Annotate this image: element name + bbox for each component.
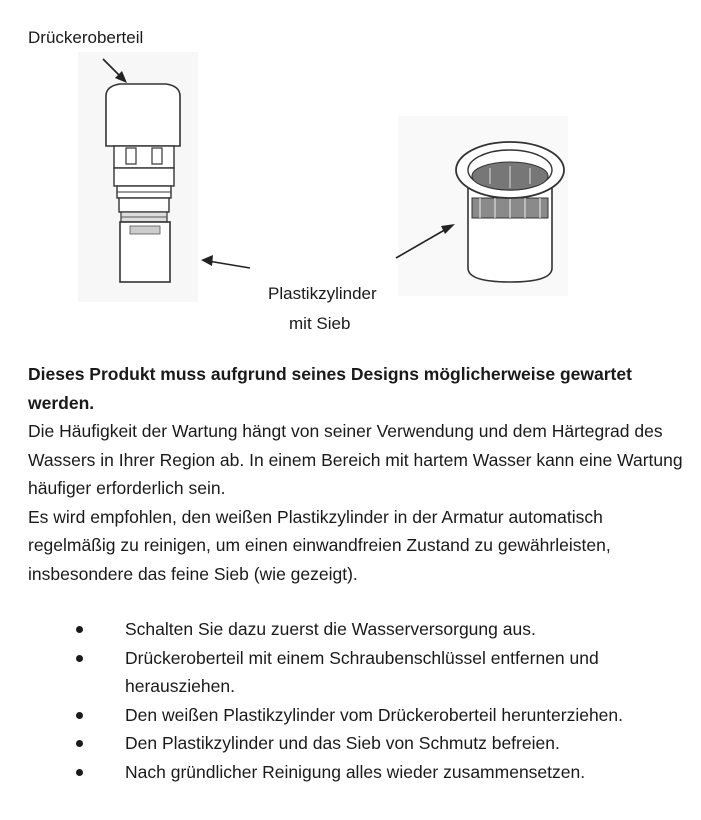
valve-assembly-drawing	[70, 50, 310, 310]
label-plastikzylinder: Plastikzylinder	[268, 284, 377, 303]
list-item: Schalten Sie dazu zuerst die Wasserversorgung aus.	[0, 615, 701, 644]
list-item: Den weißen Plastikzylinder vom Drückeroberteil herunterziehen.	[0, 701, 701, 730]
strainer-cylinder-drawing	[390, 110, 590, 300]
bullet-icon	[76, 712, 83, 719]
label-drueckeroberteil: Drückeroberteil	[28, 28, 144, 47]
list-item: Den Plastikzylinder und das Sieb von Schmutz befreien.	[0, 729, 701, 758]
bullet-icon	[76, 740, 83, 747]
bullet-icon	[76, 626, 83, 633]
list-item: Drückeroberteil mit einem Schraubenschlüssel entfernen und herausziehen.	[0, 644, 701, 701]
paragraph-frequency: Die Häufigkeit der Wartung hängt von seiner Verwendung und dem Härtegrad des Wassers in Ihrer Region ab. In einem Bereich mit hartem Wasser kann eine Wartung häufiger erforderlich sein.	[28, 421, 683, 498]
maintenance-text	[28, 360, 688, 588]
list-item: Nach gründlicher Reinigung alles wieder zusammensetzen.	[0, 758, 701, 787]
bullet-icon	[76, 769, 83, 776]
label-mit-sieb: mit Sieb	[289, 314, 351, 333]
bullet-icon	[76, 655, 83, 662]
paragraph-recommendation: Es wird empfohlen, den weißen Plastikzylinder in der Armatur automatisch regelmäßig zu reinigen, um einen einwandfreien Zustand zu gewährleisten, insbesondere das feine Sieb (wie gezeigt).	[28, 506, 611, 584]
maintenance-heading: Dieses Produkt muss aufgrund seines Designs möglicherweise gewartet werden.	[28, 364, 632, 413]
maintenance-steps-list	[0, 615, 701, 786]
